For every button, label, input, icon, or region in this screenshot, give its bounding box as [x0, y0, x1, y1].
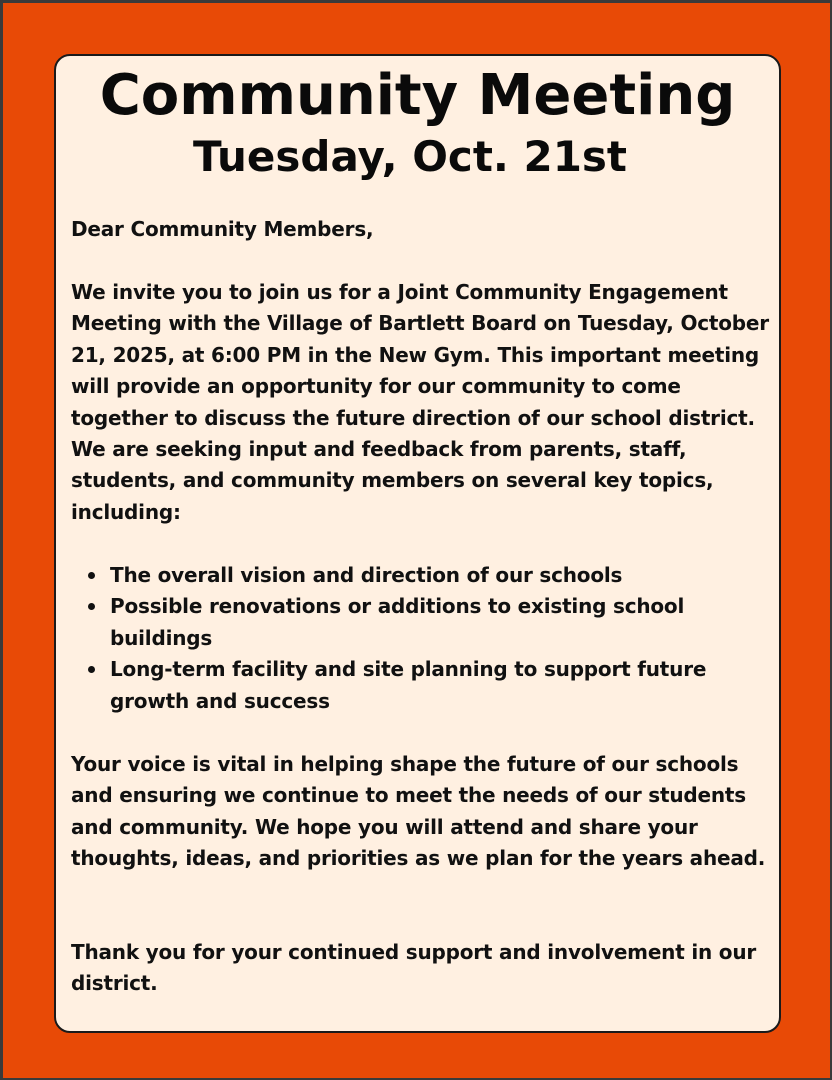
- invitation-paragraph: We invite you to join us for a Joint Community Engagement Meeting with the Village of Bartlett Board on Tuesday, October 21, 2025, at 6:00 PM in the New Gym. This important meeting will provide an opportunity for our community to come together to discuss the future direction of our school district. We are seeking input and feedback from parents, staff, students, and community members on several key topics, including:: [71, 280, 769, 524]
- flyer-title: Community Meeting: [99, 63, 736, 128]
- voice-paragraph: Your voice is vital in helping shape the future of our schools and ensuring we continue to meet the needs of our students and community. We hope you will attend and share your thoughts, ideas, and priorities as we plan for the years ahead.: [71, 752, 766, 871]
- bullet-icon: [88, 666, 95, 673]
- list-item: [71, 560, 771, 591]
- thank-you-paragraph: Thank you for your continued support and involvement in our district.: [71, 940, 757, 996]
- list-item: [71, 654, 771, 717]
- topics-list: [71, 560, 771, 717]
- meeting-date: Tuesday, Oct. 21st: [193, 132, 628, 181]
- topic-text: The overall vision and direction of our schools: [110, 563, 623, 587]
- topic-text: Long-term facility and site planning to support future growth and success: [110, 657, 707, 713]
- topic-text: Possible renovations or additions to existing school buildings: [110, 594, 685, 650]
- bullet-icon: [88, 572, 95, 579]
- bullet-icon: [88, 603, 95, 610]
- list-item: [71, 591, 771, 654]
- flyer-card: [54, 54, 781, 1033]
- greeting: Dear Community Members,: [71, 217, 374, 241]
